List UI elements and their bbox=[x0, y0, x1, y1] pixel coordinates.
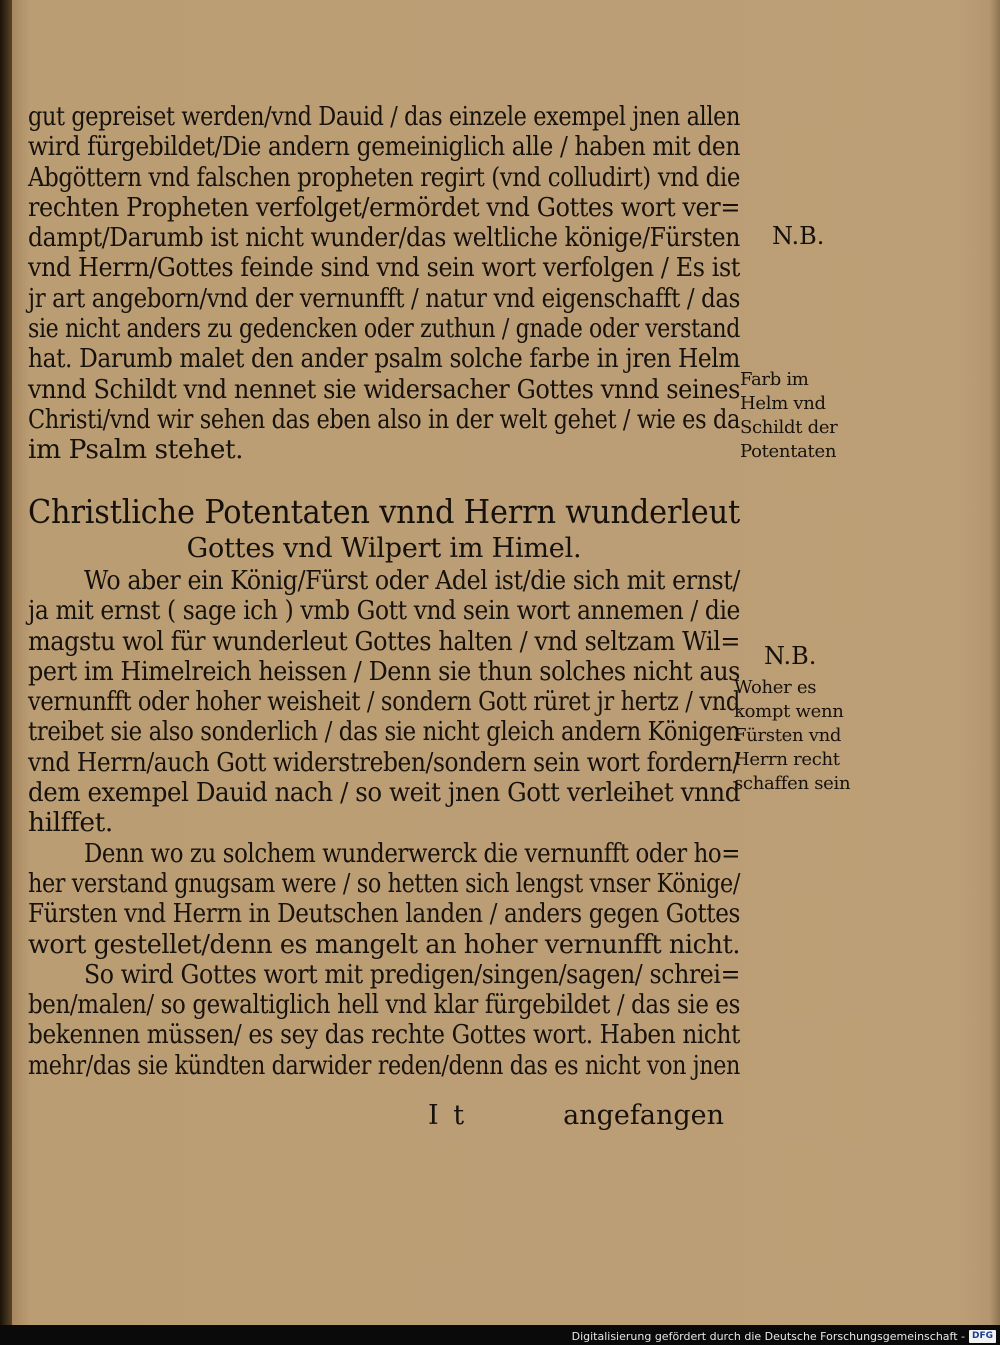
page-footer bbox=[28, 1100, 740, 1132]
text-line: her verstand gnugsam were / so hetten sich lengst vnser Könige/ bbox=[28, 867, 740, 899]
text-line: im Psalm stehet. bbox=[28, 434, 244, 466]
margin-note-line: Schildt der bbox=[740, 417, 838, 438]
catchword: angefangen bbox=[563, 1100, 724, 1131]
text-line: rechten Propheten verfolget/ermördet vnd Gottes wort ver= bbox=[28, 191, 740, 223]
text-line: Christi/vnd wir sehen das eben also in der welt gehet / wie es da bbox=[28, 403, 740, 435]
text-line: So wird Gottes wort mit predigen/singen/sagen/ schrei= bbox=[84, 958, 740, 990]
text-line: dem exempel Dauid nach / so weit jnen Gott verleihet vnnd bbox=[28, 777, 740, 809]
margin-note-line: schaffen sein bbox=[734, 773, 851, 794]
text-line: magstu wol für wunderleut Gottes halten / vnd seltzam Wil= bbox=[28, 625, 740, 657]
section-heading-line-1: Christliche Potentaten vnnd Herrn wunderleut bbox=[28, 492, 740, 531]
text-line: vnnd Schildt vnd nennet sie widersacher Gottes vnnd seines bbox=[28, 373, 740, 405]
text-line: hilffet. bbox=[28, 807, 113, 839]
section-heading-line-2: Gottes vnd Wilpert im Himel. bbox=[186, 533, 582, 564]
margin-nota-bene-1: N.B. bbox=[772, 222, 825, 250]
text-line: pert im Himelreich heissen / Denn sie thun solches nicht aus bbox=[28, 655, 740, 687]
margin-note-line: Potentaten bbox=[740, 441, 837, 462]
text-line: Fürsten vnd Herrn in Deutschen landen / anders gegen Gottes bbox=[28, 898, 740, 930]
margin-note-1 bbox=[740, 368, 837, 464]
text-line: vernunfft oder hoher weisheit / sondern Gott rüret jr hertz / vnd bbox=[28, 686, 740, 718]
body-text-bottom bbox=[28, 566, 740, 1081]
signature-mark: I t bbox=[428, 1100, 468, 1131]
text-line: ja mit ernst ( sage ich ) vmb Gott vnd sein wort annemen / die bbox=[28, 595, 740, 627]
margin-note-line: Helm vnd bbox=[740, 393, 826, 414]
text-line: mehr/das sie kündten darwider reden/denn das es nicht von jnen bbox=[28, 1049, 740, 1081]
text-line: jr art angeborn/vnd der vernunfft / natur vnd eigenschafft / das bbox=[28, 282, 740, 314]
margin-note-line: kompt wenn bbox=[734, 701, 844, 722]
text-line: vnd Herrn/auch Gott widerstreben/sondern sein wort fordern/ bbox=[28, 746, 740, 778]
margin-note-line: Fürsten vnd bbox=[734, 725, 842, 746]
text-line: Denn wo zu solchem wunderwerck die vernunfft oder ho= bbox=[84, 837, 740, 869]
text-line: gut gepreiset werden/vnd Dauid / das einzele exempel jnen allen bbox=[28, 101, 740, 132]
text-line: Abgöttern vnd falschen propheten regirt (vnd colludirt) vnd die bbox=[28, 161, 740, 193]
dfg-logo: DFG bbox=[969, 1330, 996, 1343]
body-text-top bbox=[28, 102, 740, 466]
text-line: Wo aber ein König/Fürst oder Adel ist/die sich mit ernst/ bbox=[84, 565, 740, 596]
text-line: bekennen müssen/ es sey das rechte Gottes wort. Haben nicht bbox=[28, 1019, 740, 1051]
margin-nota-bene-2: N.B. bbox=[764, 642, 817, 670]
margin-note-line: Farb im bbox=[740, 369, 809, 390]
text-line: sie nicht anders zu gedencken oder zuthun / gnade oder verstand bbox=[28, 313, 740, 345]
text-line: wort gestellet/denn es mangelt an hoher vernunfft nicht. bbox=[28, 928, 740, 960]
text-line: treibet sie also sonderlich / das sie nicht gleich andern Königen bbox=[28, 716, 740, 748]
section-heading bbox=[28, 492, 740, 566]
margin-note-2 bbox=[734, 676, 850, 796]
text-line: ben/malen/ so gewaltiglich hell vnd klar fürgebildet / das sie es bbox=[28, 989, 740, 1021]
text-line: vnd Herrn/Gottes feinde sind vnd sein wort verfolgen / Es ist bbox=[28, 252, 740, 284]
margin-note-line: Herrn recht bbox=[734, 749, 840, 770]
digitization-credit bbox=[572, 1328, 996, 1344]
text-line: dampt/Darumb ist nicht wunder/das weltliche könige/Fürsten bbox=[28, 222, 740, 254]
text-line: wird fürgebildet/Die andern gemeiniglich alle / haben mit den bbox=[28, 131, 740, 163]
margin-note-line: Woher es bbox=[734, 677, 817, 698]
credit-text: Digitalisierung gefördert durch die Deutsche Forschungsgemeinschaft - bbox=[571, 1329, 965, 1343]
text-line: hat. Darumb malet den ander psalm solche farbe in jren Helm bbox=[28, 343, 740, 375]
page-gutter-shadow bbox=[0, 0, 12, 1325]
